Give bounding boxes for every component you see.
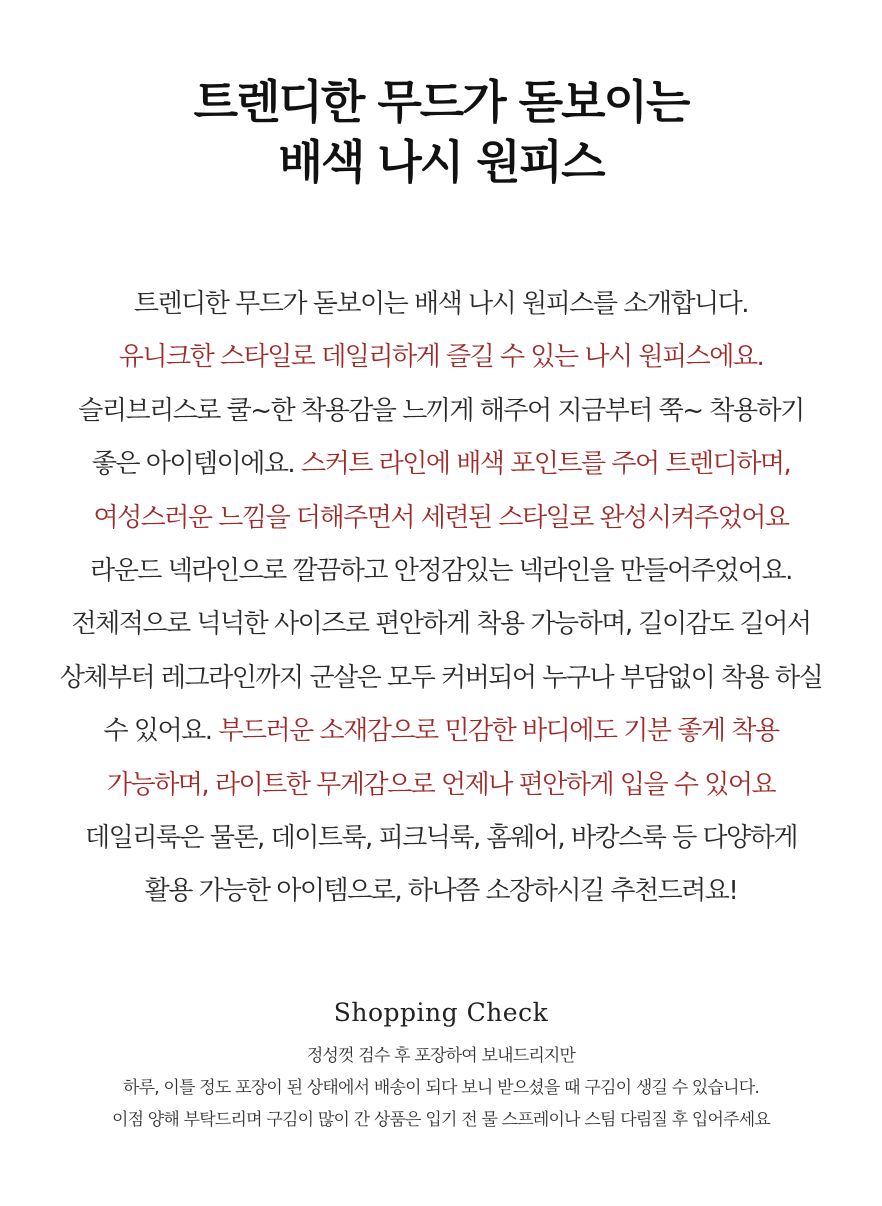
description-line-highlight: 유니크한 스타일로 데일리하게 즐길 수 있는 나시 원피스에요.: [118, 342, 764, 373]
description-line: 활용 가능한 아이템으로, 하나쯤 소장하시길 추천드려요!: [144, 876, 738, 907]
headline-line-2: 배색 나시 원피스: [278, 135, 604, 189]
shopping-check-line: 이점 양해 부탁드리며 구김이 많이 간 상품은 입기 전 물 스프레이나 스팀 다림질 후 입어주세요: [111, 1110, 771, 1130]
shopping-check-notes: [0, 1040, 882, 1136]
description-line-highlight: 가능하며, 라이트한 무게감으로 언제나 편안하게 입을 수 있어요: [106, 769, 776, 800]
description-line-highlight: 여성스러운 느낌을 더해주면서 세련된 스타일로 완성시켜주었어요: [93, 502, 789, 533]
description-line: 상체부터 레그라인까지 군살은 모두 커버되어 누구나 부담없이 착용 하실: [59, 662, 823, 693]
description-line: 슬리브리스로 쿨~한 착용감을 느끼게 해주어 지금부터 쭉~ 착용하기: [78, 395, 804, 426]
shopping-check-line: 정성껏 검수 후 포장하여 보내드리지만: [306, 1046, 576, 1066]
description-line: 전체적으로 넉넉한 사이즈로 편안하게 착용 가능하며, 길이감도 길어서: [71, 609, 811, 640]
description-text-highlight: 부드러운 소재감으로 민감한 바디에도 기분 좋게 착용: [218, 716, 779, 747]
description-text-highlight: 스커트 라인에 배색 포인트를 주어 트렌디하며,: [300, 449, 791, 480]
shopping-check-line: 하루, 이틀 정도 포장이 된 상태에서 배송이 되다 보니 받으셨을 때 구김이 생길 수 있습니다.: [122, 1078, 760, 1098]
shopping-check-title: Shopping Check: [333, 998, 549, 1027]
headline: [0, 72, 882, 192]
description-text: 수 있어요.: [103, 716, 219, 747]
product-description: [0, 278, 882, 919]
headline-line-1: 트렌디한 무드가 돋보이는: [193, 75, 689, 129]
description-line: 데일리룩은 물론, 데이트룩, 피크닉룩, 홈웨어, 바캉스룩 등 다양하게: [84, 823, 798, 854]
description-line: 트렌디한 무드가 돋보이는 배색 나시 원피스를 소개합니다.: [133, 289, 749, 319]
description-line: [0, 705, 882, 758]
description-text: 좋은 아이템이에요.: [91, 449, 301, 480]
description-line: [0, 438, 882, 491]
description-line: 라운드 넥라인으로 깔끔하고 안정감있는 넥라인을 만들어주었어요.: [90, 556, 792, 587]
